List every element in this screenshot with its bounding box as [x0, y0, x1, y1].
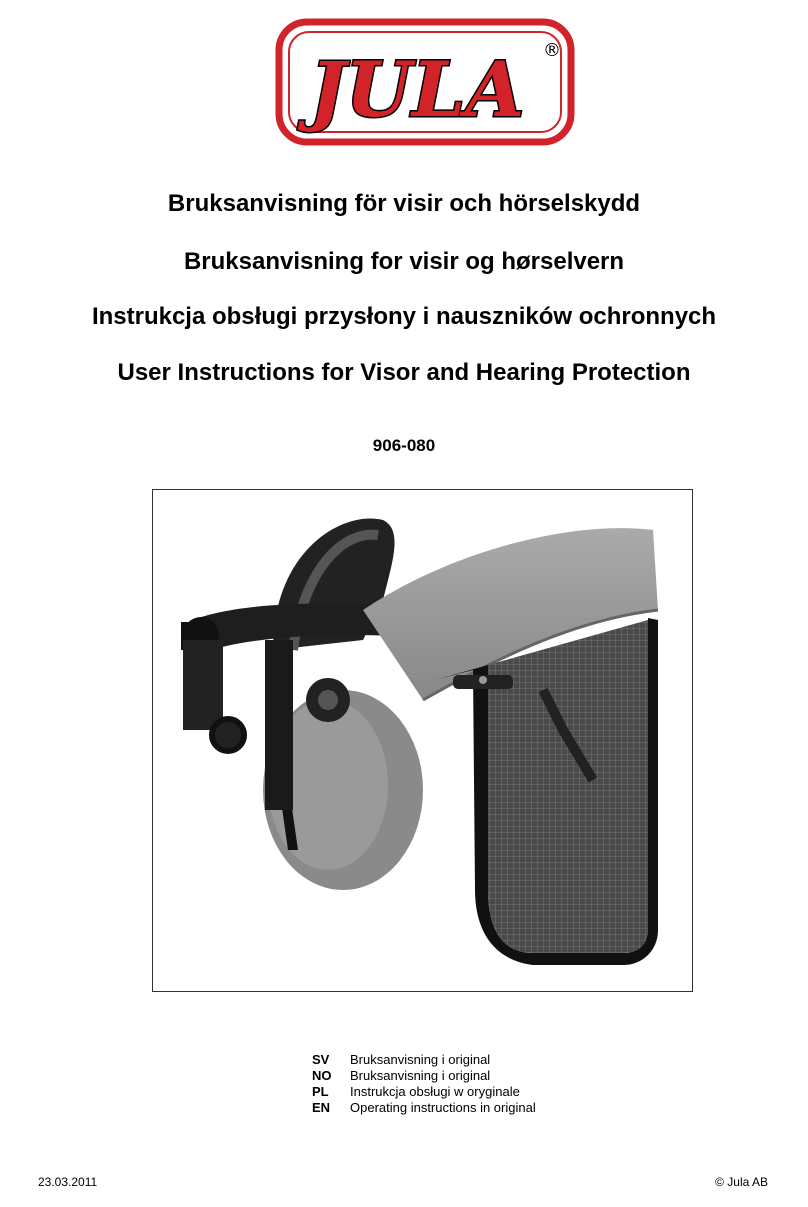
language-description: Instrukcja obsługi w oryginale [350, 1084, 520, 1099]
product-code: 906-080 [372, 436, 436, 455]
footer-copyright: © Jula AB [715, 1175, 768, 1189]
logo-wordmark: JULA [309, 45, 525, 134]
language-description: Operating instructions in original [350, 1100, 536, 1115]
registered-mark: ® [543, 40, 561, 61]
product-photo-frame [152, 489, 693, 992]
title-sv: Bruksanvisning för visir och hörselskydd [167, 190, 641, 217]
visor-hearing-protection-image [153, 490, 692, 991]
language-code: EN [312, 1100, 331, 1115]
language-description: Bruksanvisning i original [350, 1052, 491, 1067]
language-code: SV [312, 1052, 330, 1067]
language-item [312, 1068, 536, 1084]
footer-date: 23.03.2011 [38, 1175, 98, 1189]
title-pl: Instrukcja obsługi przysłony i nauszników ochronnych [91, 303, 717, 330]
language-list [312, 1052, 536, 1116]
language-item [312, 1052, 536, 1068]
language-code: PL [312, 1084, 329, 1099]
jula-logo [275, 18, 575, 146]
title-en: User Instructions for Visor and Hearing Protection [117, 359, 691, 386]
language-item [312, 1100, 536, 1116]
language-description: Bruksanvisning i original [350, 1068, 491, 1083]
title-no: Bruksanvisning for visir og hørselvern [183, 248, 625, 275]
language-code: NO [312, 1068, 332, 1083]
language-item [312, 1084, 536, 1100]
